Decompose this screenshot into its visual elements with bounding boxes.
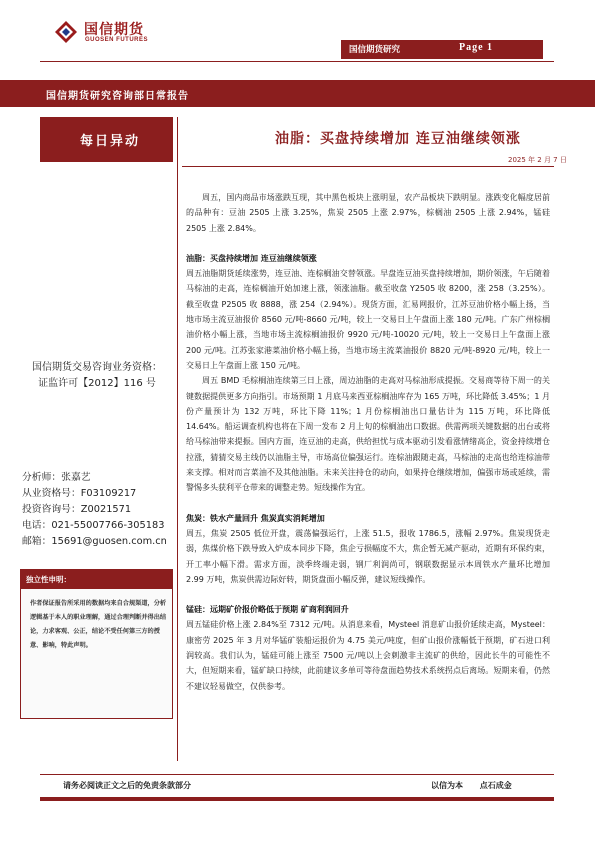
report-series-title: 国信期货研究咨询部日常报告	[46, 91, 189, 102]
independence-title: 独立性申明：	[26, 575, 71, 584]
analyst-info	[22, 470, 177, 550]
qualification-line: 证监许可【2012】116 号	[38, 378, 156, 389]
header-tab-label: 国信期货研究	[349, 45, 401, 55]
footer-disclaimer: 请务必阅读正文之后的免责条款部分	[63, 781, 191, 790]
independence-heading	[20, 569, 173, 589]
section-heading-oils: 油脂：买盘持续增加 连豆油继续领涨	[186, 253, 317, 263]
advisor-number: 投资咨询号：Z0021571	[22, 504, 132, 515]
header-divider	[40, 61, 554, 62]
footer-divider	[40, 774, 554, 775]
section-label: 每日异动	[80, 134, 141, 149]
qualification-line: 国信期货交易咨询业务资格：	[32, 362, 162, 373]
phone-number: 电话：021-55007766-305183	[22, 520, 165, 531]
page-number: Page 1	[459, 42, 494, 53]
logo-chinese-name: 国信期货	[84, 22, 144, 38]
independence-box	[20, 589, 173, 719]
intro-paragraph: 周五，国内商品市场涨跌互现，其中黑色板块上涨明显，农产品板块下跌明显。涨跌变化幅度居前的品种有：豆油 2505 上涨 3.25%，焦炭 2505 上涨 2.97%，棕榈油 2505 上涨 2.94%，锰硅 2505 上涨 2.84%。	[186, 193, 550, 233]
section-label-block	[40, 117, 173, 162]
oils-paragraph-2: 周五 BMD 毛棕榈油连续第三日上涨，周边油脂的走高对马棕油形成提振。交易商等待下周一的关键数据提供更多方向指引。市场预期 1 月底马来西亚棕榈油库存为 165 万吨，环比降低 3.45%；1 月份产量预计为 132 万吨，环比下降 11%；1 月份棕榈油出口量估计为 115 万吨，环比降低 14.64%。船运调查机构也将在下周一发布 2 月上旬的棕榈油出口数据。供需两项关键数据的出台或将给马棕油带来提振。国内方面，连豆油的走高，供给担忧与成本驱动引发看涨情绪高企，资金持续增仓拉涨，猜猜交易主线仍以油脂主导，市场高位偏强运行。连棕油跟随走高，马棕油的走高也给连棕油带来支撑。相对而言菜油不及其他油脂。未来关注持仓的动向，如果持仓继续增加，偏强市场或延续，需警惕多头获利平仓带来的调整走势。短线操作为宜。	[186, 376, 550, 493]
silicomanganese-paragraph: 周五锰硅价格上涨 2.84%至 7312 元/吨。从消息来看，Mysteel 消息矿山报价延续走高，Mysteel：康密劳 2025 年 3 月对华锰矿装船运报价为 4.75 美元/吨度，但矿山报价涨幅低于预期，矿石进口利润较高。我们认为，锰硅可能上涨至 7500 元/吨以上会刺激非主流矿的供给，因此长牛的可能性不大，但短期来看，锰矿缺口持续，此前建议多单可等待盘面趋势技术系统拐点后离场。短期来看，仍然不建议轻易做空，仅供参考。	[186, 620, 550, 691]
logo-english-name: GUOSEN FUTURES	[85, 37, 149, 43]
email-address[interactable]: 邮箱：15691@guosen.com.cn	[22, 536, 167, 547]
company-logo	[54, 18, 194, 48]
independence-text: 作者保证报告所采用的数据均来自合规渠道，分析逻辑基于本人的职业理解，通过合理判断并得出结论，力求客观、公正，结论不受任何第三方的授意、影响，特此声明。	[30, 600, 167, 649]
section-heading-coke: 焦炭：铁水产量回升 焦炭真实消耗增加	[186, 513, 325, 523]
qualification-number: 从业资格号：F03109217	[22, 488, 137, 499]
qualification-statement	[22, 360, 172, 392]
coke-paragraph: 周五，焦炭 2505 低位开盘，震荡偏强运行，上涨 51.5，报收 1786.5，涨幅 2.97%。焦炭现货走弱，焦煤价格下跌导致入炉成本同步下降，焦企亏损幅度不大，焦企暂无减产驱动，近期有环保约束，开工率小幅下滑。需求方面，淡季终端走弱，钢厂利润尚可，钢联数据显示本周铁水产量环比增加 2.99 万吨，焦炭供需边际好转，期货盘面小幅反弹，建议短线操作。	[186, 528, 550, 584]
oils-paragraph-1: 周五油脂期货延续涨势，连豆油、连棕榈油交替领涨。早盘连豆油买盘持续增加，期价领涨，午后随着马棕油的走高，连棕榈油开始加速上涨，领涨油脂。截至收盘 Y2505 收 8200，涨 258（3.25%）。截至收盘 P2505 收 8888，涨 254（2.94%）。现货方面，汇易网报价，江苏豆油价格小幅上扬，当地市场主流豆油报价 8560 元/吨-8660 元/吨，较上一交易日上午盘面上涨 180 元/吨。广东广州棕榈油价格小幅上涨，当地市场主流棕榈油报价 9920 元/吨-10020 元/吨，较上一交易日上午盘面上涨 200 元/吨。江苏张家港菜油价格小幅上扬，当地市场主流菜油报价 8820 元/吨-8920 元/吨，较上一交易日上午盘面上涨 150 元/吨。	[186, 269, 550, 370]
footer-bar	[40, 797, 554, 801]
footer-slogan: 以信为本 点石成金	[431, 781, 512, 790]
report-banner	[0, 80, 595, 107]
column-divider	[177, 117, 178, 761]
analyst-name: 分析师：张嘉艺	[22, 472, 91, 483]
report-date: 2025 年 2 月 7 日	[508, 156, 567, 164]
header-tab	[341, 40, 543, 59]
article-title: 油脂：买盘持续增加 连豆油继续领涨	[275, 131, 521, 147]
article-body	[186, 190, 550, 694]
title-divider	[182, 166, 554, 167]
logo-mark-icon	[54, 20, 78, 44]
section-heading-silicomanganese: 锰硅：远期矿价报价略低于预期 矿商利润回升	[186, 605, 349, 615]
